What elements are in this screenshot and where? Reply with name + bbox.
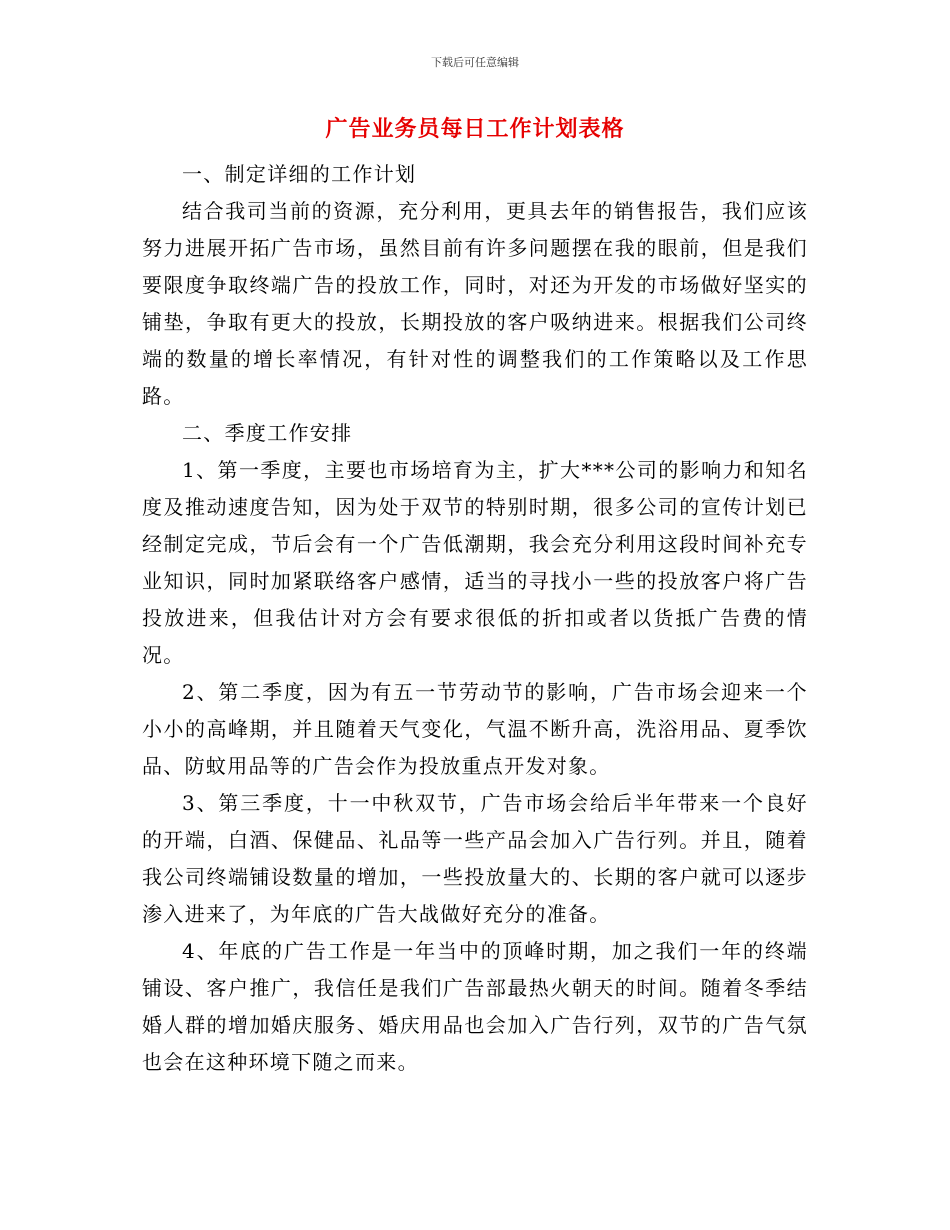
paragraph-q2: 2、第二季度，因为有五一节劳动节的影响，广告市场会迎来一个小小的高峰期，并且随着天气变化，气温不断升高，洗浴用品、夏季饮品、防蚊用品等的广告会作为投放重点开发对象。: [142, 680, 808, 778]
download-note: 下载后可任意编辑: [431, 56, 519, 69]
paragraph-plan: 结合我司当前的资源，充分利用，更具去年的销售报告，我们应该努力进展开拓广告市场，虽然目前有许多问题摆在我的眼前，但是我们要限度争取终端广告的投放工作，同时，对还为开发的市场做好坚实的铺垫，争取有更大的投放，长期投放的客户吸纳进来。根据我们公司终端的数量的增长率情况，有针对性的调整我们的工作策略以及工作思路。: [142, 199, 808, 408]
section-heading-plan: 一、制定详细的工作计划: [182, 162, 417, 186]
paragraph-year-end: 4、年底的广告工作是一年当中的顶峰时期，加之我们一年的终端铺设、客户推广，我信任是我们广告部最热火朝天的时间。随着冬季结婚人群的增加婚庆服务、婚庆用品也会加入广告行列，双节的广告气氛也会在这种环境下随之而来。: [142, 939, 808, 1074]
section-heading-quarterly: 二、季度工作安排: [182, 421, 353, 445]
paragraph-q3: 3、第三季度，十一中秋双节，广告市场会给后半年带来一个良好的开端，白酒、保健品、礼品等一些产品会加入广告行列。并且，随着我公司终端铺设数量的增加，一些投放量大的、长期的客户就可以逐步渗入进来了，为年底的广告大战做好充分的准备。: [142, 791, 808, 926]
document-title: 广告业务员每日工作计划表格: [325, 117, 625, 142]
paragraph-q1: 1、第一季度，主要也市场培育为主，扩大***公司的影响力和知名度及推动速度告知，因为处于双节的特别时期，很多公司的宣传计划已经制定完成，节后会有一个广告低潮期，我会充分利用这段时间补充专业知识，同时加紧联络客户感情，适当的寻找小一些的投放客户将广告投放进来，但我估计对方会有要求很低的折扣或者以货抵广告费的情况。: [142, 458, 808, 667]
document-body: [142, 156, 808, 1081]
